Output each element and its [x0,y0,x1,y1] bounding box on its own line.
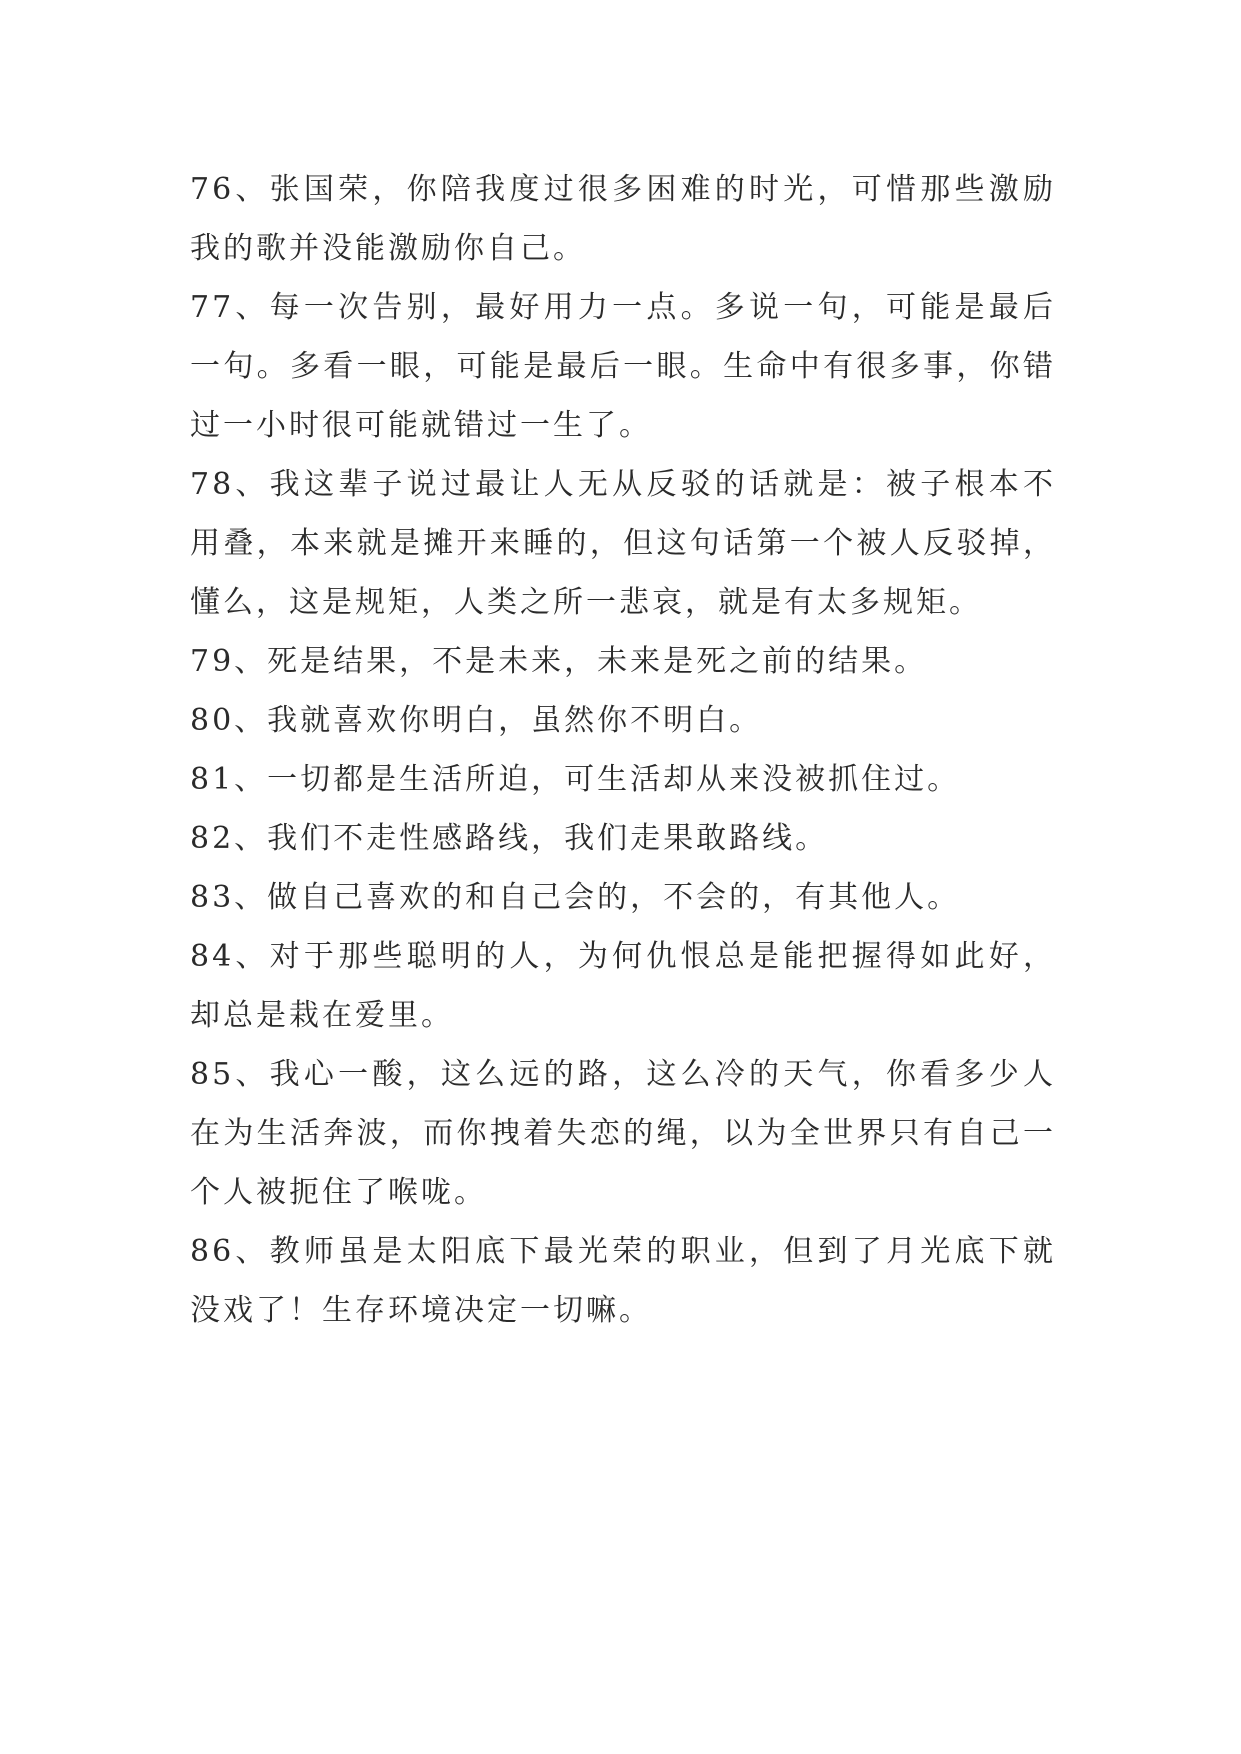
quote-item-78: 78、我这辈子说过最让人无从反驳的话就是：被子根本不用叠，本来就是摊开来睡的，但这句话第一个被人反驳掉，懂么，这是规矩，人类之所一悲哀，就是有太多规矩。 [190,467,1056,620]
quote-item-81: 81、一切都是生活所迫，可生活却从来没被抓住过。 [190,762,961,797]
quote-item-83: 83、做自己喜欢的和自己会的，不会的，有其他人。 [190,880,961,915]
quote-item-82: 82、我们不走性感路线，我们走果敢路线。 [190,821,829,856]
quote-item-79: 79、死是结果，不是未来，未来是死之前的结果。 [190,644,928,679]
quote-item-86: 86、教师虽是太阳底下最光荣的职业，但到了月光底下就没戏了！生存环境决定一切嘛。 [190,1234,1056,1328]
quote-list [190,160,1056,1340]
quote-item-77: 77、每一次告别，最好用力一点。多说一句，可能是最后一句。多看一眼，可能是最后一眼。生命中有很多事，你错过一小时很可能就错过一生了。 [190,290,1056,443]
quote-item-85: 85、我心一酸，这么远的路，这么冷的天气，你看多少人在为生活奔波，而你拽着失恋的绳，以为全世界只有自己一个人被扼住了喉咙。 [190,1057,1056,1210]
quote-item-80: 80、我就喜欢你明白，虽然你不明白。 [190,703,763,738]
quote-item-84: 84、对于那些聪明的人，为何仇恨总是能把握得如此好，却总是栽在爱里。 [190,939,1056,1033]
quote-item-76: 76、张国荣，你陪我度过很多困难的时光，可惜那些激励我的歌并没能激励你自己。 [190,172,1056,266]
